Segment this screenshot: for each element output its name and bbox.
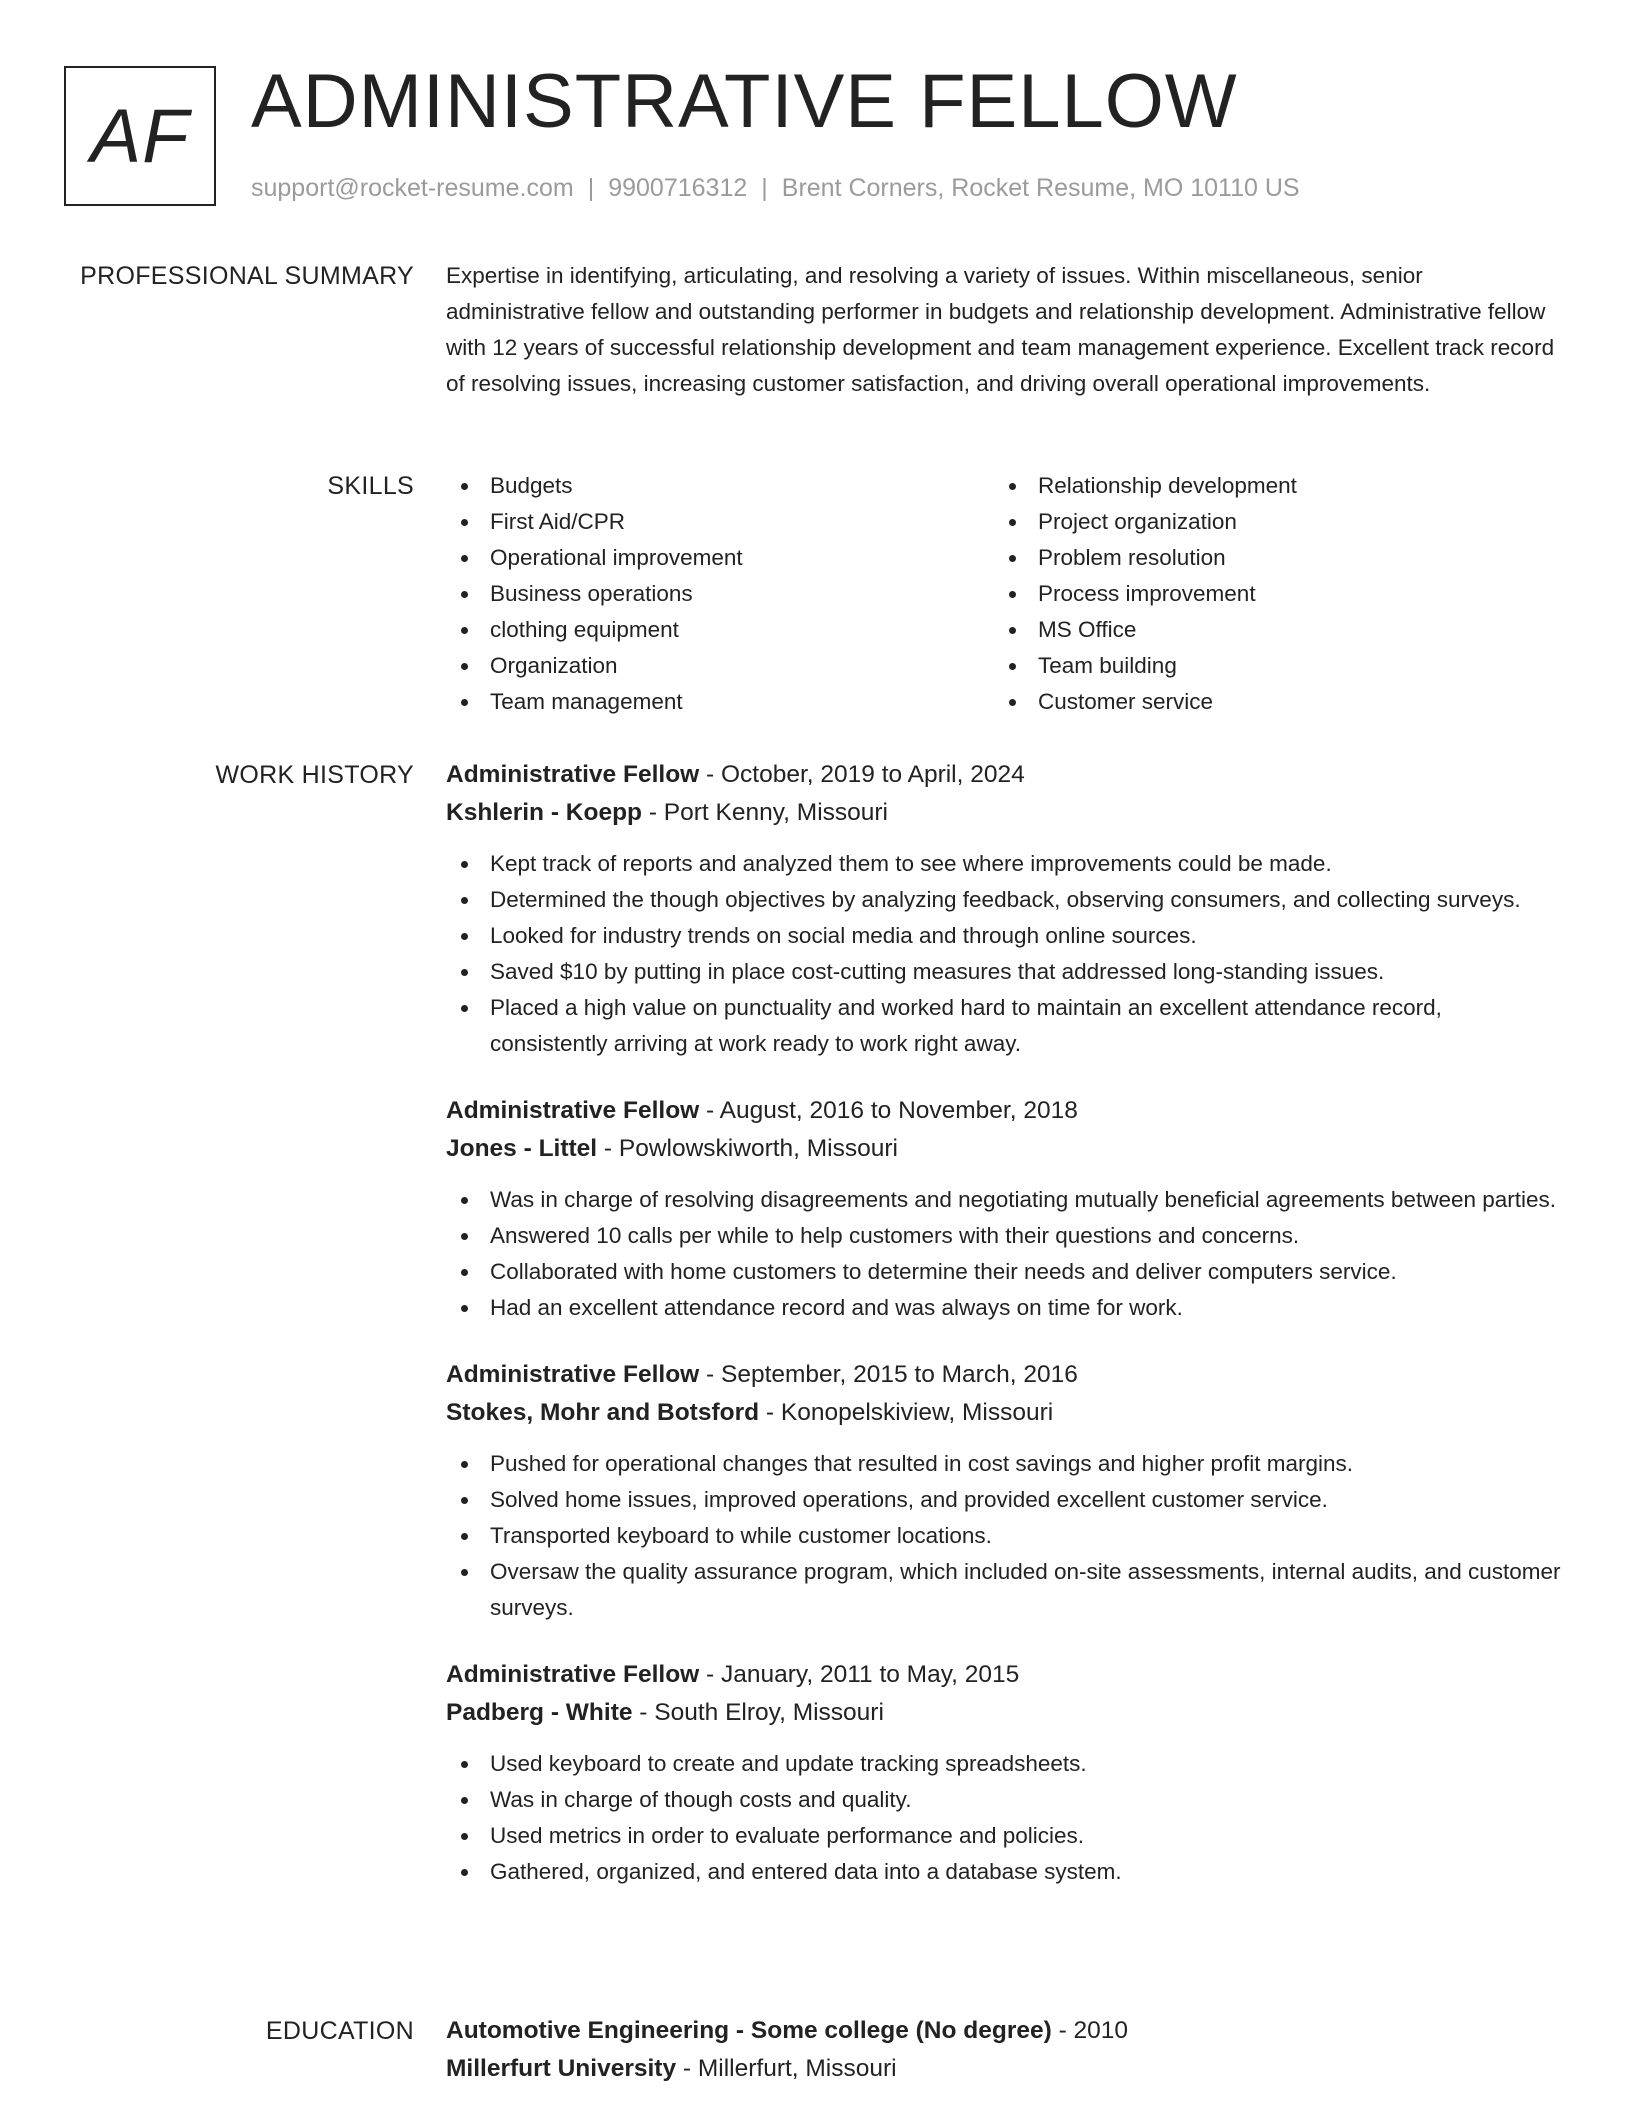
job-dates: - August, 2016 to November, 2018	[699, 1097, 1078, 1124]
bullet-dot-icon	[461, 1533, 468, 1540]
candidate-name: ADMINISTRATIVE FELLOW	[251, 59, 1238, 144]
job-bullet-text: Placed a high value on punctuality and worked hard to maintain an excellent attendance record, consistently arriving at work ready to work right away.	[490, 995, 1442, 1056]
education-location: - Millerfurt, Missouri	[676, 2055, 897, 2082]
job-bullet-text: Oversaw the quality assurance program, which included on-site assessments, internal audits, and customer surveys.	[490, 1559, 1561, 1620]
skill-item	[446, 648, 994, 684]
bullet-dot-icon	[461, 1233, 468, 1240]
job-bullet	[446, 1254, 1561, 1290]
job-bullet-text: Pushed for operational changes that resulted in cost savings and higher profit margins.	[490, 1451, 1354, 1476]
contact-address: Brent Corners, Rocket Resume, MO 10110 US	[781, 174, 1300, 202]
bullet-dot-icon	[461, 663, 468, 670]
education-degree-line	[446, 2012, 1561, 2050]
job-bullet-text: Determined the though objectives by analyzing feedback, observing consumers, and collecting surveys.	[490, 887, 1521, 912]
summary-body	[446, 258, 1561, 402]
section-label-skills: SKILLS	[327, 472, 414, 500]
summary-text: Expertise in identifying, articulating, and resolving a variety of issues. Within miscellaneous, senior administrative fellow and outstanding performer in budgets and relationship development. Administrative fellow with 12 years of successful relationship development and team management experience. Excellent track record of resolving issues, increasing customer satisfaction, and driving overall operational improvements.	[446, 263, 1555, 396]
skill-item	[446, 540, 994, 576]
skill-item	[446, 576, 994, 612]
job-title-line	[446, 1356, 1561, 1394]
bullet-dot-icon	[1009, 627, 1016, 634]
job-title-line	[446, 756, 1561, 794]
bullet-dot-icon	[1009, 555, 1016, 562]
skill-item-text: Project organization	[1038, 509, 1237, 534]
job-company: Jones - Littel	[446, 1135, 598, 1162]
skill-item-text: MS Office	[1038, 617, 1137, 642]
bullet-dot-icon	[461, 519, 468, 526]
job-bullet	[446, 990, 1561, 1062]
contact-email: support@rocket-resume.com	[251, 174, 574, 202]
job-bullet	[446, 1482, 1561, 1518]
job-bullets	[446, 1746, 1561, 1890]
education-body	[446, 2012, 1561, 2088]
job-company-line	[446, 1694, 1561, 1732]
job-entry	[446, 756, 1561, 1062]
job-bullets	[446, 1446, 1561, 1626]
job-location: - South Elroy, Missouri	[632, 1699, 884, 1726]
job-bullet	[446, 1818, 1561, 1854]
job-company: Kshlerin - Koepp	[446, 799, 643, 826]
job-bullet-text: Had an excellent attendance record and was always on time for work.	[490, 1295, 1183, 1320]
job-title: Administrative Fellow	[446, 1097, 700, 1124]
job-dates: - October, 2019 to April, 2024	[699, 761, 1025, 788]
job-company: Padberg - White	[446, 1699, 633, 1726]
bullet-dot-icon	[1009, 519, 1016, 526]
job-bullet	[446, 918, 1561, 954]
section-label-education: EDUCATION	[265, 2017, 414, 2045]
job-title-line	[446, 1092, 1561, 1130]
skills-column-left	[446, 468, 994, 720]
education-degree: Automotive Engineering - Some college (No degree)	[446, 2017, 1052, 2044]
bullet-dot-icon	[461, 1761, 468, 1768]
job-bullet-text: Was in charge of resolving disagreements and negotiating mutually beneficial agreements between parties.	[490, 1187, 1557, 1212]
job-bullet	[446, 1746, 1561, 1782]
job-bullet-text: Kept track of reports and analyzed them to see where improvements could be made.	[490, 851, 1332, 876]
job-bullet-text: Saved $10 by putting in place cost-cutting measures that addressed long-standing issues.	[490, 959, 1385, 984]
bullet-dot-icon	[461, 933, 468, 940]
skill-item	[994, 540, 1542, 576]
skill-item-text: Team building	[1038, 653, 1177, 678]
bullet-dot-icon	[461, 1461, 468, 1468]
contact-line	[251, 174, 1300, 203]
skill-item-text: Team management	[490, 689, 683, 714]
skill-item	[446, 612, 994, 648]
bullet-dot-icon	[1009, 591, 1016, 598]
job-location: - Port Kenny, Missouri	[642, 799, 888, 826]
job-bullet	[446, 954, 1561, 990]
job-location: - Konopelskiview, Missouri	[759, 1399, 1054, 1426]
job-bullet	[446, 1854, 1561, 1890]
bullet-dot-icon	[461, 699, 468, 706]
education-year: - 2010	[1051, 2017, 1129, 2044]
job-company-line	[446, 794, 1561, 832]
skill-item-text: First Aid/CPR	[490, 509, 626, 534]
monogram-box	[64, 66, 216, 206]
job-bullet	[446, 1554, 1561, 1626]
skills-column-right	[994, 468, 1542, 720]
bullet-dot-icon	[461, 1797, 468, 1804]
skill-item	[446, 504, 994, 540]
job-entry	[446, 1656, 1561, 1890]
education-school-line	[446, 2050, 1561, 2088]
work-body	[446, 756, 1561, 1920]
job-bullet-text: Solved home issues, improved operations, and provided excellent customer service.	[490, 1487, 1328, 1512]
job-company-line	[446, 1130, 1561, 1168]
bullet-dot-icon	[461, 861, 468, 868]
job-bullet-text: Collaborated with home customers to determine their needs and deliver computers service.	[490, 1259, 1397, 1284]
job-bullet	[446, 846, 1561, 882]
skill-item-text: Process improvement	[1038, 581, 1256, 606]
bullet-dot-icon	[461, 1269, 468, 1276]
job-bullet-text: Gathered, organized, and entered data into a database system.	[490, 1859, 1122, 1884]
skill-item	[994, 684, 1542, 720]
bullet-dot-icon	[461, 897, 468, 904]
bullet-dot-icon	[461, 1305, 468, 1312]
skill-item-text: Budgets	[490, 473, 573, 498]
bullet-dot-icon	[461, 1005, 468, 1012]
job-bullet-text: Answered 10 calls per while to help customers with their questions and concerns.	[490, 1223, 1300, 1248]
job-bullet	[446, 1446, 1561, 1482]
job-bullet	[446, 882, 1561, 918]
bullet-dot-icon	[461, 1197, 468, 1204]
bullet-dot-icon	[461, 591, 468, 598]
job-company-line	[446, 1394, 1561, 1432]
skill-item-text: Customer service	[1038, 689, 1214, 714]
job-location: - Powlowskiworth, Missouri	[597, 1135, 898, 1162]
bullet-dot-icon	[461, 627, 468, 634]
bullet-dot-icon	[1009, 483, 1016, 490]
job-company: Stokes, Mohr and Botsford	[446, 1399, 760, 1426]
job-bullets	[446, 1182, 1561, 1326]
skills-grid	[446, 468, 1561, 720]
job-dates: - January, 2011 to May, 2015	[699, 1661, 1020, 1688]
section-label-work: WORK HISTORY	[215, 761, 414, 789]
job-bullet	[446, 1782, 1561, 1818]
contact-separator: |	[761, 174, 768, 202]
job-bullets	[446, 846, 1561, 1062]
skill-item	[994, 576, 1542, 612]
skill-item	[994, 504, 1542, 540]
skill-item-text: Business operations	[490, 581, 693, 606]
job-title: Administrative Fellow	[446, 1661, 700, 1688]
skill-item-text: Problem resolution	[1038, 545, 1226, 570]
job-title: Administrative Fellow	[446, 761, 700, 788]
bullet-dot-icon	[461, 1569, 468, 1576]
job-bullet	[446, 1182, 1561, 1218]
monogram-initials: AF	[90, 93, 190, 179]
skill-item	[446, 468, 994, 504]
job-bullet	[446, 1518, 1561, 1554]
job-bullet	[446, 1290, 1561, 1326]
skill-item-text: Operational improvement	[490, 545, 743, 570]
section-label-summary: PROFESSIONAL SUMMARY	[80, 262, 414, 290]
job-title-line	[446, 1656, 1561, 1694]
skill-item	[994, 648, 1542, 684]
bullet-dot-icon	[1009, 699, 1016, 706]
skill-item-text: clothing equipment	[490, 617, 679, 642]
education-school: Millerfurt University	[446, 2055, 677, 2082]
bullet-dot-icon	[461, 555, 468, 562]
bullet-dot-icon	[461, 1869, 468, 1876]
contact-separator: |	[587, 174, 595, 202]
job-dates: - September, 2015 to March, 2016	[699, 1361, 1078, 1388]
skill-item	[446, 684, 994, 720]
job-bullet-text: Looked for industry trends on social media and through online sources.	[490, 923, 1197, 948]
job-bullet-text: Transported keyboard to while customer locations.	[490, 1523, 992, 1548]
job-bullet-text: Was in charge of though costs and quality.	[490, 1787, 912, 1812]
contact-phone: 9900716312	[608, 174, 748, 202]
skill-item	[994, 612, 1542, 648]
job-bullet-text: Used keyboard to create and update tracking spreadsheets.	[490, 1751, 1087, 1776]
bullet-dot-icon	[461, 1833, 468, 1840]
job-entry	[446, 1092, 1561, 1326]
skills-body	[446, 468, 1561, 720]
skill-item	[994, 468, 1542, 504]
job-entry	[446, 1356, 1561, 1626]
bullet-dot-icon	[1009, 663, 1016, 670]
job-bullet	[446, 1218, 1561, 1254]
bullet-dot-icon	[461, 969, 468, 976]
bullet-dot-icon	[461, 1497, 468, 1504]
skill-item-text: Organization	[490, 653, 618, 678]
bullet-dot-icon	[461, 483, 468, 490]
skill-item-text: Relationship development	[1038, 473, 1297, 498]
job-title: Administrative Fellow	[446, 1361, 700, 1388]
job-bullet-text: Used metrics in order to evaluate performance and policies.	[490, 1823, 1085, 1848]
